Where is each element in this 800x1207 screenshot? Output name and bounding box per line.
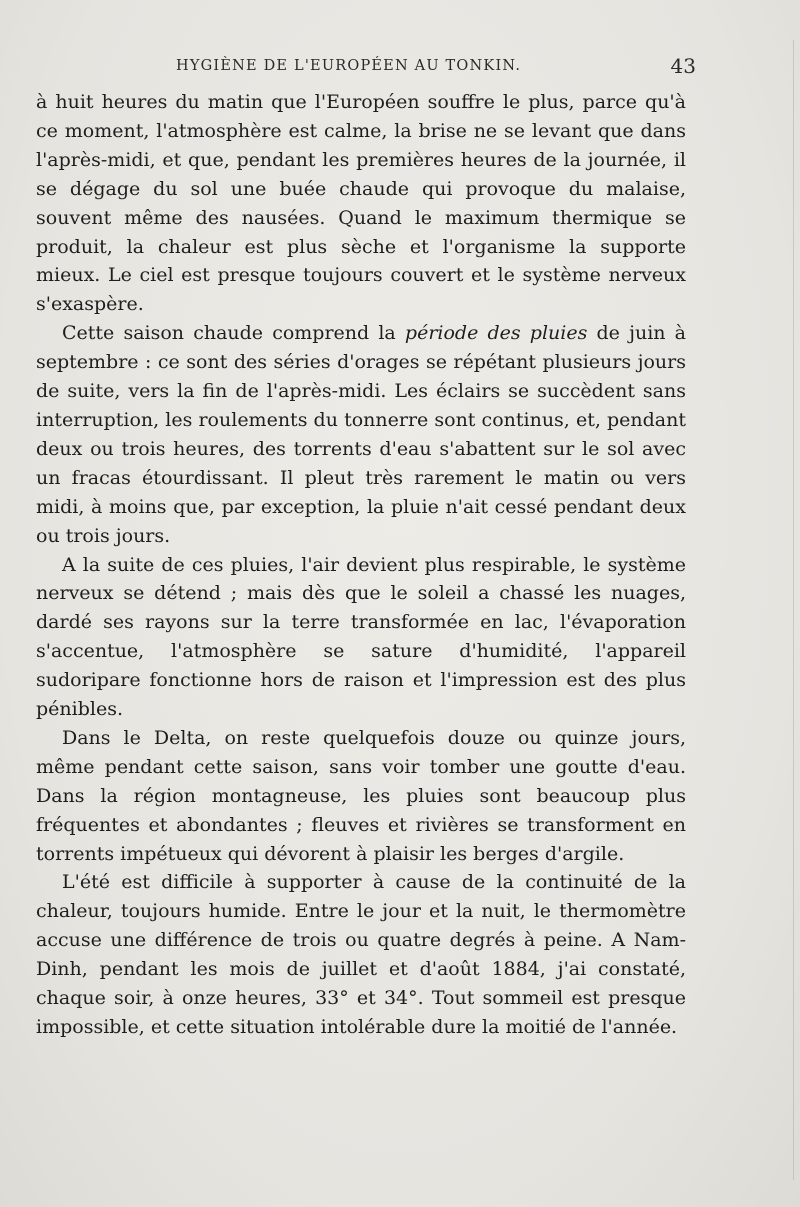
emphasis-periode-des-pluies: période des pluies — [404, 322, 588, 345]
paragraph-1: à huit heures du matin que l'Européen souffre le plus, parce qu'à ce moment, l'atmosphère est calme, la brise ne se levant que dans l'après-midi, et que, pendant les premières heures de la journée, il se dégage du sol une buée chaude qui provoque du malaise, souvent même des nausées. Quand le maximum thermique se produit, la chaleur est plus sèche et l'organisme la supporte mieux. Le ciel est presque toujours couvert et le système nerveux s'exaspère. — [36, 91, 686, 316]
body-text — [36, 88, 686, 1042]
page-number: 43 — [670, 54, 696, 78]
running-title: HYGIÈNE DE L'EUROPÉEN AU TONKIN. — [176, 58, 522, 74]
page-edge-line — [793, 40, 794, 1180]
paragraph-2-rest: de juin à septembre : ce sont des séries d'orages se répétant plusieurs jours de suite, vers la fin de l'après-midi. Les éclairs se succèdent sans interruption, les roulements du tonnerre sont continus, et, pendant deux ou trois heures, des torrents d'eau s'abattent sur le sol avec un fracas étourdissant. Il pleut très rarement le matin ou vers midi, à moins que, par exception, la pluie n'ait cessé pendant deux ou trois jours. — [36, 322, 686, 547]
paragraph-2-start: Cette saison chaude comprend la — [62, 322, 405, 345]
paragraph-4: Dans le Delta, on reste quelquefois douze ou quinze jours, même pendant cette saison, sans voir tomber une goutte d'eau. Dans la région montagneuse, les pluies sont beaucoup plus fréquentes et abondantes ; fleuves et rivières se transforment en torrents impétueux qui dévorent à plaisir les berges d'argile. — [36, 726, 686, 865]
page-header — [36, 54, 696, 80]
paragraph-3: A la suite de ces pluies, l'air devient plus respirable, le système nerveux se détend ; mais dès que le soleil a chassé les nuages, dardé ses rayons sur la terre transformée en lac, l'évaporation s'accentue, l'atmosphère se sature d'humidité, l'appareil sudoripare fonctionne hors de raison et l'impression est des plus pénibles. — [36, 553, 686, 721]
paragraph-2 — [36, 319, 686, 550]
paragraph-5: L'été est difficile à supporter à cause de la continuité de la chaleur, toujours humide. Entre le jour et la nuit, le thermomètre accuse une différence de trois ou quatre degrés à peine. A Nam-Dinh, pendant les mois de juillet et d'août 1884, j'ai constaté, chaque soir, à onze heures, 33° et 34°. Tout sommeil est presque impossible, et cette situation intolérable dure la moitié de l'année. — [36, 871, 686, 1038]
